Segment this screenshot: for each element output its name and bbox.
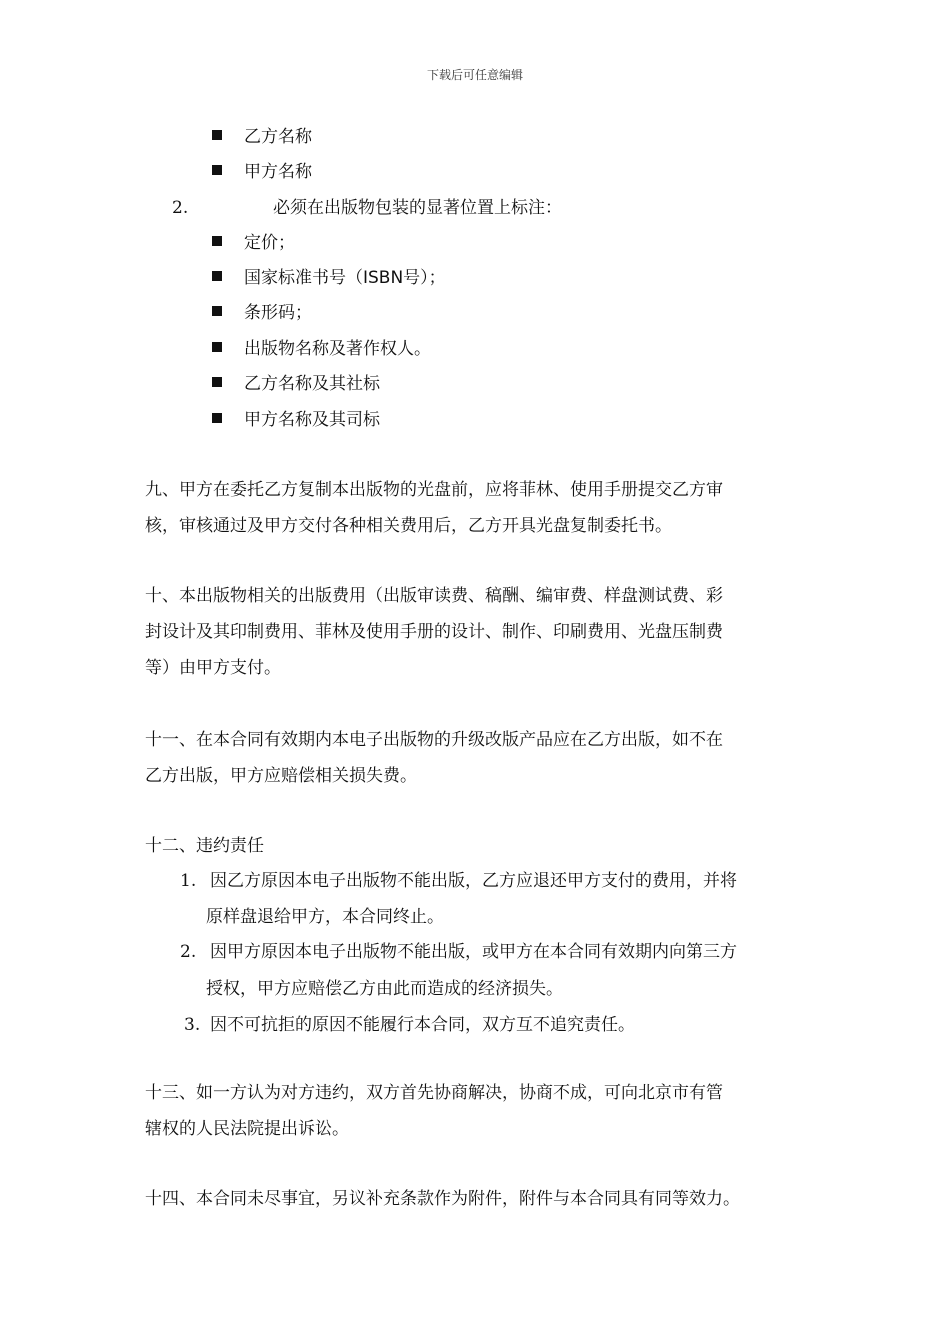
clause-12-item-1-number: 1.: [180, 871, 197, 891]
list-item: 国家标准书号（ISBN号）；: [212, 267, 446, 289]
bullet-square-icon: [212, 377, 222, 387]
list-item: 甲方名称及其司标: [212, 409, 380, 431]
bullet-square-icon: [212, 236, 222, 246]
clause-10: 十、本出版物相关的出版费用（出版审读费、稿酬、编审费、样盘测试费、彩 封设计及其印制费用、菲林及使用手册的设计、制作、印刷费用、光盘压制费 等）由甲方支付。: [145, 586, 723, 678]
clause-12-item-3-number: 3.: [184, 1015, 201, 1035]
page-header: 下载后可任意编辑: [426, 68, 523, 82]
bullet-square-icon: [212, 413, 222, 423]
list-item-2-number: 2.: [172, 198, 189, 218]
clause-13: 十三、如一方认为对方违约，双方首先协商解决，协商不成，可向北京市有管 辖权的人民法院提出诉讼。: [145, 1083, 723, 1139]
list-item: 条形码；: [212, 302, 312, 324]
bullet-square-icon: [212, 271, 222, 281]
clause-12-item-2-number: 2.: [180, 942, 197, 962]
list-item-2-text: 必须在出版物包装的显著位置上标注：: [273, 198, 562, 218]
clause-12-item-3-line: 因不可抗拒的原因不能履行本合同，双方互不追究责任。: [210, 1015, 635, 1035]
list-item: 乙方名称: [212, 126, 312, 148]
clause-9: 九、甲方在委托乙方复制本出版物的光盘前，应将菲林、使用手册提交乙方审 核，审核通过及甲方交付各种相关费用后，乙方开具光盘复制委托书。: [145, 480, 723, 536]
clause-12-item-2-line: 授权，甲方应赔偿乙方由此而造成的经济损失。: [206, 979, 563, 999]
bullet-square-icon: [212, 306, 222, 316]
list-item: 出版物名称及著作权人。: [212, 338, 431, 360]
clause-11: 十一、在本合同有效期内本电子出版物的升级改版产品应在乙方出版，如不在 乙方出版，甲方应赔偿相关损失费。: [145, 730, 723, 786]
bullet-square-icon: [212, 165, 222, 175]
list-item: 定价；: [212, 232, 295, 254]
list-item: 乙方名称及其社标: [212, 373, 380, 395]
clause-12-item-1-line: 因乙方原因本电子出版物不能出版，乙方应退还甲方支付的费用，并将: [210, 871, 737, 891]
list-item: 甲方名称: [212, 161, 312, 183]
bullet-square-icon: [212, 342, 222, 352]
clause-12-item-1-line: 原样盘退给甲方，本合同终止。: [206, 907, 444, 927]
clause-12-title: 十二、违约责任: [145, 836, 264, 856]
clause-12-item-2-line: 因甲方原因本电子出版物不能出版，或甲方在本合同有效期内向第三方: [210, 942, 737, 962]
bullet-square-icon: [212, 130, 222, 140]
clause-14: 十四、本合同未尽事宜，另议补充条款作为附件，附件与本合同具有同等效力。: [145, 1189, 740, 1209]
